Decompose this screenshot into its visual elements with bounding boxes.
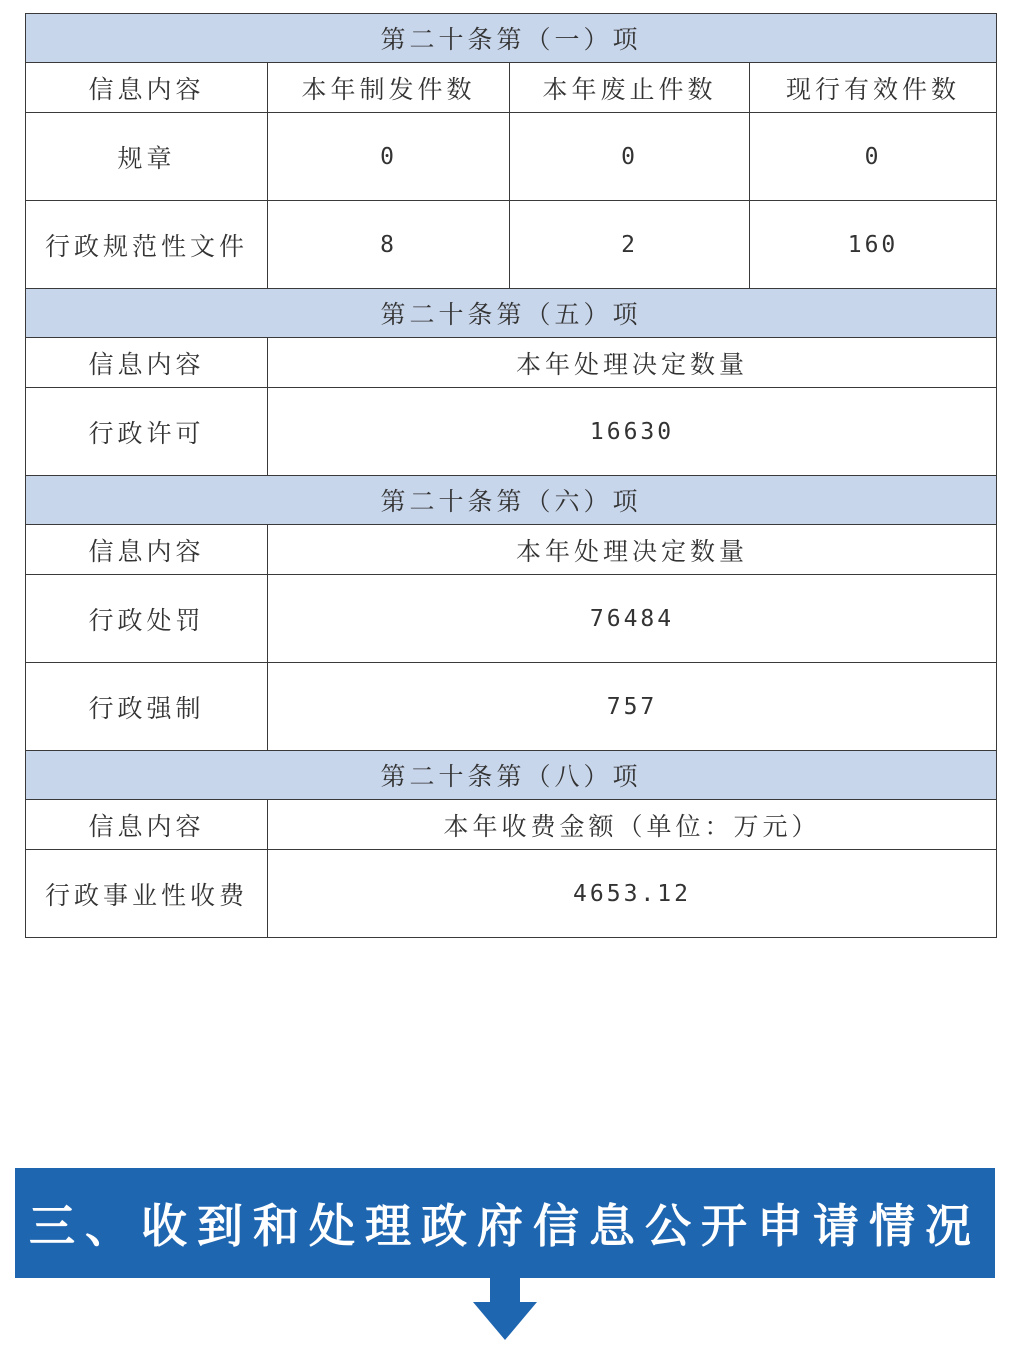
cell-value: 76484	[268, 575, 997, 663]
column-header: 本年收费金额（单位：万元）	[268, 800, 997, 850]
cell-value: 0	[750, 113, 997, 201]
section-title: 第二十条第（六）项	[26, 476, 997, 525]
column-header: 信息内容	[26, 800, 268, 850]
table-row	[26, 663, 997, 751]
cell-value: 757	[268, 663, 997, 751]
cell-value: 2	[510, 201, 750, 289]
cell-value: 0	[268, 113, 510, 201]
row-label: 规章	[26, 113, 268, 201]
column-header-row	[26, 338, 997, 388]
column-header: 信息内容	[26, 525, 268, 575]
row-label: 行政事业性收费	[26, 850, 268, 938]
row-label: 行政处罚	[26, 575, 268, 663]
section-title: 第二十条第（八）项	[26, 751, 997, 800]
section-header-row	[26, 751, 997, 800]
column-header-row	[26, 800, 997, 850]
column-header: 信息内容	[26, 63, 268, 113]
section-banner	[15, 1168, 995, 1278]
section-title: 第二十条第（五）项	[26, 289, 997, 338]
column-header: 现行有效件数	[750, 63, 997, 113]
table-row	[26, 575, 997, 663]
table-row	[26, 388, 997, 476]
table-row	[26, 201, 997, 289]
column-header: 本年处理决定数量	[268, 338, 997, 388]
cell-value: 160	[750, 201, 997, 289]
column-header: 本年废止件数	[510, 63, 750, 113]
section-header-row	[26, 289, 997, 338]
cell-value: 4653.12	[268, 850, 997, 938]
row-label: 行政规范性文件	[26, 201, 268, 289]
banner-title: 三、收到和处理政府信息公开申请情况	[29, 1199, 981, 1253]
column-header: 信息内容	[26, 338, 268, 388]
row-label: 行政许可	[26, 388, 268, 476]
row-label: 行政强制	[26, 663, 268, 751]
cell-value: 16630	[268, 388, 997, 476]
table-row	[26, 113, 997, 201]
section-header-row	[26, 476, 997, 525]
cell-value: 0	[510, 113, 750, 201]
arrow-down-icon	[473, 1278, 537, 1340]
section-header-row	[26, 14, 997, 63]
section-title: 第二十条第（一）项	[26, 14, 997, 63]
column-header-row	[26, 525, 997, 575]
column-header-row	[26, 63, 997, 113]
cell-value: 8	[268, 201, 510, 289]
disclosure-table	[25, 13, 997, 938]
column-header: 本年制发件数	[268, 63, 510, 113]
table-row	[26, 850, 997, 938]
column-header: 本年处理决定数量	[268, 525, 997, 575]
